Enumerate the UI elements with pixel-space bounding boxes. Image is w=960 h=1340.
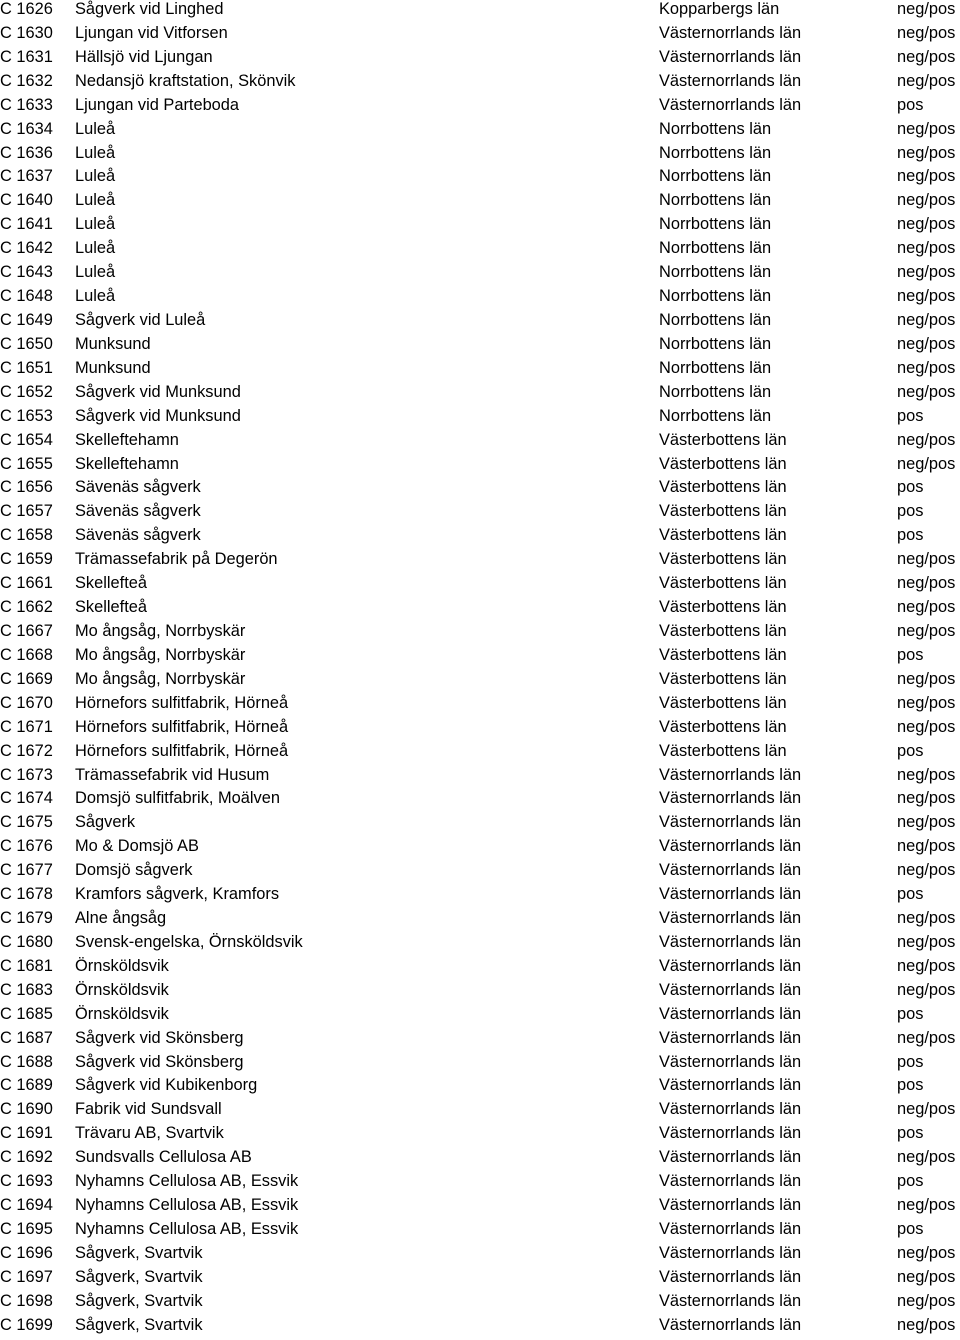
list-item	[0, 646, 960, 670]
place-name: Skellefteå	[75, 574, 147, 593]
material-type: neg/pos	[897, 47, 956, 66]
material-type: neg/pos	[897, 310, 956, 329]
place-name: Mo & Domsjö AB	[75, 837, 199, 856]
catalog-id: C 1681	[0, 956, 53, 975]
place-name: Ljungan vid Vitforsen	[75, 23, 228, 42]
list-item	[0, 1268, 960, 1292]
place-name: Sävenäs sågverk	[75, 502, 201, 521]
catalog-id: C 1692	[0, 1148, 53, 1167]
place-name: Skellefteå	[75, 598, 147, 617]
catalog-id: C 1698	[0, 1291, 53, 1310]
place-name: Sågverk, Svartvik	[75, 1267, 203, 1286]
material-type: neg/pos	[897, 574, 956, 593]
material-type: pos	[897, 526, 924, 545]
material-type: neg/pos	[897, 909, 956, 928]
catalog-id: C 1674	[0, 789, 53, 808]
place-name: Sundsvalls Cellulosa AB	[75, 1148, 252, 1167]
place-name: Nyhamns Cellulosa AB, Essvik	[75, 1220, 299, 1239]
place-name: Sågverk, Svartvik	[75, 1243, 203, 1262]
list-item	[0, 861, 960, 885]
county-name: Västernorrlands län	[659, 1172, 802, 1191]
place-name: Hörnefors sulfitfabrik, Hörneå	[75, 741, 289, 760]
county-name: Norrbottens län	[659, 167, 772, 186]
catalog-id: C 1669	[0, 669, 53, 688]
list-item	[0, 957, 960, 981]
county-name: Västernorrlands län	[659, 765, 802, 784]
list-item	[0, 670, 960, 694]
list-item	[0, 813, 960, 837]
material-type: neg/pos	[897, 861, 956, 880]
list-item	[0, 191, 960, 215]
list-item	[0, 766, 960, 790]
county-name: Västernorrlands län	[659, 1052, 802, 1071]
county-name: Västerbottens län	[659, 645, 787, 664]
place-name: Sågverk	[75, 813, 136, 832]
county-name: Västerbottens län	[659, 574, 787, 593]
place-name: Luleå	[75, 191, 116, 210]
material-type: neg/pos	[897, 1028, 956, 1047]
catalog-id: C 1672	[0, 741, 53, 760]
material-type: neg/pos	[897, 191, 956, 210]
catalog-id: C 1657	[0, 502, 53, 521]
material-type: neg/pos	[897, 717, 956, 736]
place-name: Luleå	[75, 167, 116, 186]
county-name: Västerbottens län	[659, 669, 787, 688]
county-name: Västernorrlands län	[659, 1315, 802, 1334]
catalog-id: C 1691	[0, 1124, 53, 1143]
list-item	[0, 144, 960, 168]
list-item	[0, 72, 960, 96]
county-name: Västernorrlands län	[659, 47, 802, 66]
material-type: neg/pos	[897, 23, 956, 42]
place-name: Skelleftehamn	[75, 430, 179, 449]
material-type: neg/pos	[897, 143, 956, 162]
place-name: Svensk-engelska, Örnsköldsvik	[75, 932, 303, 951]
catalog-id: C 1654	[0, 430, 53, 449]
material-type: neg/pos	[897, 1148, 956, 1167]
material-type: pos	[897, 1220, 924, 1239]
material-type: pos	[897, 1124, 924, 1143]
county-name: Västernorrlands län	[659, 1124, 802, 1143]
material-type: neg/pos	[897, 621, 956, 640]
list-item	[0, 694, 960, 718]
place-name: Nedansjö kraftstation, Skönvik	[75, 71, 296, 90]
catalog-id: C 1677	[0, 861, 53, 880]
catalog-id: C 1668	[0, 645, 53, 664]
place-name: Alne ångsåg	[75, 909, 167, 928]
catalog-id: C 1687	[0, 1028, 53, 1047]
catalog-id: C 1683	[0, 980, 53, 999]
material-type: neg/pos	[897, 430, 956, 449]
material-type: pos	[897, 95, 924, 114]
catalog-id: C 1690	[0, 1100, 53, 1119]
material-type: neg/pos	[897, 837, 956, 856]
place-name: Sågverk vid Luleå	[75, 310, 206, 329]
catalog-id: C 1652	[0, 382, 53, 401]
county-name: Norrbottens län	[659, 191, 772, 210]
catalog-id: C 1632	[0, 71, 53, 90]
county-name: Norrbottens län	[659, 358, 772, 377]
county-name: Västernorrlands län	[659, 23, 802, 42]
material-type: neg/pos	[897, 956, 956, 975]
list-item	[0, 622, 960, 646]
county-name: Norrbottens län	[659, 263, 772, 282]
county-name: Västernorrlands län	[659, 1220, 802, 1239]
list-item	[0, 407, 960, 431]
catalog-id: C 1658	[0, 526, 53, 545]
county-name: Västernorrlands län	[659, 980, 802, 999]
list-item	[0, 287, 960, 311]
catalog-id: C 1633	[0, 95, 53, 114]
county-name: Norrbottens län	[659, 287, 772, 306]
place-name: Sävenäs sågverk	[75, 526, 201, 545]
place-name: Nyhamns Cellulosa AB, Essvik	[75, 1196, 299, 1215]
list-item	[0, 885, 960, 909]
place-name: Sågverk vid Munksund	[75, 406, 241, 425]
place-name: Sågverk, Svartvik	[75, 1315, 203, 1334]
catalog-id: C 1642	[0, 239, 53, 258]
catalog-id: C 1637	[0, 167, 53, 186]
county-name: Västernorrlands län	[659, 1148, 802, 1167]
list-item	[0, 933, 960, 957]
county-name: Västerbottens län	[659, 550, 787, 569]
catalog-id: C 1685	[0, 1004, 53, 1023]
material-type: neg/pos	[897, 1100, 956, 1119]
county-name: Västernorrlands län	[659, 71, 802, 90]
list-item	[0, 263, 960, 287]
catalog-id: C 1678	[0, 885, 53, 904]
county-name: Västerbottens län	[659, 741, 787, 760]
place-name: Hörnefors sulfitfabrik, Hörneå	[75, 717, 289, 736]
catalog-id: C 1667	[0, 621, 53, 640]
catalog-id: C 1673	[0, 765, 53, 784]
place-name: Munksund	[75, 334, 151, 353]
place-name: Trävaru AB, Svartvik	[75, 1124, 224, 1143]
material-type: neg/pos	[897, 454, 956, 473]
place-name: Domsjö sulfitfabrik, Moälven	[75, 789, 280, 808]
county-name: Västerbottens län	[659, 598, 787, 617]
catalog-id: C 1649	[0, 310, 53, 329]
county-name: Västerbottens län	[659, 502, 787, 521]
place-name: Örnsköldsvik	[75, 956, 169, 975]
county-name: Västerbottens län	[659, 717, 787, 736]
catalog-id: C 1670	[0, 693, 53, 712]
county-name: Västernorrlands län	[659, 1291, 802, 1310]
list-item	[0, 837, 960, 861]
county-name: Norrbottens län	[659, 239, 772, 258]
county-name: Västernorrlands län	[659, 885, 802, 904]
catalog-id: C 1695	[0, 1220, 53, 1239]
material-type: neg/pos	[897, 765, 956, 784]
material-type: neg/pos	[897, 239, 956, 258]
list-item	[0, 1220, 960, 1244]
catalog-id: C 1675	[0, 813, 53, 832]
place-name: Hörnefors sulfitfabrik, Hörneå	[75, 693, 289, 712]
list-item	[0, 1196, 960, 1220]
county-name: Norrbottens län	[659, 382, 772, 401]
place-name: Luleå	[75, 215, 116, 234]
list-item	[0, 120, 960, 144]
material-type: neg/pos	[897, 932, 956, 951]
place-name: Sågverk vid Skönsberg	[75, 1052, 244, 1071]
material-type: neg/pos	[897, 287, 956, 306]
county-name: Norrbottens län	[659, 310, 772, 329]
list-item	[0, 48, 960, 72]
catalog-id: C 1689	[0, 1076, 53, 1095]
county-name: Västernorrlands län	[659, 909, 802, 928]
place-name: Örnsköldsvik	[75, 1004, 169, 1023]
place-name: Fabrik vid Sundsvall	[75, 1100, 222, 1119]
list-item	[0, 526, 960, 550]
list-item	[0, 1292, 960, 1316]
list-item	[0, 1148, 960, 1172]
list-item	[0, 502, 960, 526]
place-name: Nyhamns Cellulosa AB, Essvik	[75, 1172, 299, 1191]
county-name: Västernorrlands län	[659, 813, 802, 832]
county-name: Västernorrlands län	[659, 1004, 802, 1023]
county-name: Västernorrlands län	[659, 1028, 802, 1047]
list-item	[0, 24, 960, 48]
list-item	[0, 1053, 960, 1077]
list-item	[0, 239, 960, 263]
list-item	[0, 431, 960, 455]
list-item	[0, 1124, 960, 1148]
material-type: pos	[897, 1172, 924, 1191]
county-name: Norrbottens län	[659, 143, 772, 162]
material-type: neg/pos	[897, 1196, 956, 1215]
list-item	[0, 359, 960, 383]
place-name: Luleå	[75, 239, 116, 258]
catalog-id: C 1694	[0, 1196, 53, 1215]
catalog-id: C 1626	[0, 0, 53, 18]
material-type: neg/pos	[897, 358, 956, 377]
county-name: Västerbottens län	[659, 454, 787, 473]
list-item	[0, 455, 960, 479]
place-name: Sågverk vid Skönsberg	[75, 1028, 244, 1047]
place-name: Kramfors sågverk, Kramfors	[75, 885, 280, 904]
place-name: Skelleftehamn	[75, 454, 179, 473]
place-name: Hällsjö vid Ljungan	[75, 47, 213, 66]
place-name: Mo ångsåg, Norrbyskär	[75, 645, 246, 664]
list-item	[0, 1029, 960, 1053]
county-name: Västernorrlands län	[659, 861, 802, 880]
place-name: Mo ångsåg, Norrbyskär	[75, 621, 246, 640]
material-type: neg/pos	[897, 550, 956, 569]
list-item	[0, 742, 960, 766]
list-item	[0, 1005, 960, 1029]
material-type: neg/pos	[897, 669, 956, 688]
catalog-id: C 1699	[0, 1315, 53, 1334]
place-name: Luleå	[75, 287, 116, 306]
list-item	[0, 1172, 960, 1196]
catalog-id: C 1693	[0, 1172, 53, 1191]
catalog-id: C 1643	[0, 263, 53, 282]
list-item	[0, 1244, 960, 1268]
county-name: Norrbottens län	[659, 215, 772, 234]
place-name: Trämassefabrik vid Husum	[75, 765, 270, 784]
material-type: neg/pos	[897, 693, 956, 712]
material-type: neg/pos	[897, 334, 956, 353]
material-type: pos	[897, 478, 924, 497]
material-type: neg/pos	[897, 0, 956, 18]
catalog-id: C 1641	[0, 215, 53, 234]
list-item	[0, 335, 960, 359]
place-name: Sågverk, Svartvik	[75, 1291, 203, 1310]
material-type: neg/pos	[897, 789, 956, 808]
place-name: Ljungan vid Parteboda	[75, 95, 240, 114]
place-name: Munksund	[75, 358, 151, 377]
catalog-id: C 1653	[0, 406, 53, 425]
material-type: pos	[897, 1076, 924, 1095]
list-item	[0, 478, 960, 502]
list-item	[0, 718, 960, 742]
place-name: Örnsköldsvik	[75, 980, 169, 999]
place-name: Luleå	[75, 119, 116, 138]
material-type: pos	[897, 1004, 924, 1023]
material-type: neg/pos	[897, 1291, 956, 1310]
county-name: Västernorrlands län	[659, 1267, 802, 1286]
catalog-id: C 1631	[0, 47, 53, 66]
material-type: pos	[897, 741, 924, 760]
catalog-id: C 1688	[0, 1052, 53, 1071]
county-name: Västernorrlands län	[659, 95, 802, 114]
material-type: neg/pos	[897, 215, 956, 234]
county-name: Västernorrlands län	[659, 932, 802, 951]
list-item	[0, 383, 960, 407]
list-item	[0, 550, 960, 574]
catalog-id: C 1655	[0, 454, 53, 473]
material-type: neg/pos	[897, 598, 956, 617]
material-type: neg/pos	[897, 119, 956, 138]
catalog-id: C 1697	[0, 1267, 53, 1286]
material-type: pos	[897, 406, 924, 425]
catalog-id: C 1661	[0, 574, 53, 593]
list-item	[0, 574, 960, 598]
catalog-id: C 1659	[0, 550, 53, 569]
catalog-id: C 1651	[0, 358, 53, 377]
catalog-id: C 1636	[0, 143, 53, 162]
county-name: Norrbottens län	[659, 406, 772, 425]
catalog-id: C 1679	[0, 909, 53, 928]
catalog-id: C 1680	[0, 932, 53, 951]
list-item	[0, 215, 960, 239]
material-type: neg/pos	[897, 1315, 956, 1334]
catalog-id: C 1648	[0, 287, 53, 306]
place-name: Mo ångsåg, Norrbyskär	[75, 669, 246, 688]
catalog-id: C 1640	[0, 191, 53, 210]
county-name: Västerbottens län	[659, 526, 787, 545]
place-name: Luleå	[75, 143, 116, 162]
county-name: Västernorrlands län	[659, 1076, 802, 1095]
list-item	[0, 0, 960, 24]
material-type: neg/pos	[897, 980, 956, 999]
county-name: Västerbottens län	[659, 430, 787, 449]
material-type: pos	[897, 645, 924, 664]
material-type: neg/pos	[897, 167, 956, 186]
place-name: Sågverk vid Linghed	[75, 0, 224, 18]
list-item	[0, 789, 960, 813]
catalog-id: C 1634	[0, 119, 53, 138]
material-type: neg/pos	[897, 71, 956, 90]
county-name: Västerbottens län	[659, 621, 787, 640]
county-name: Västernorrlands län	[659, 1196, 802, 1215]
list-item	[0, 167, 960, 191]
county-name: Västernorrlands län	[659, 837, 802, 856]
place-name: Domsjö sågverk	[75, 861, 193, 880]
county-name: Västernorrlands län	[659, 1243, 802, 1262]
place-name: Luleå	[75, 263, 116, 282]
place-name: Sävenäs sågverk	[75, 478, 201, 497]
county-name: Västernorrlands län	[659, 956, 802, 975]
county-name: Västernorrlands län	[659, 789, 802, 808]
material-type: neg/pos	[897, 382, 956, 401]
county-name: Västernorrlands län	[659, 1100, 802, 1119]
catalog-id: C 1696	[0, 1243, 53, 1262]
catalog-id: C 1630	[0, 23, 53, 42]
catalog-id: C 1671	[0, 717, 53, 736]
catalog-id: C 1662	[0, 598, 53, 617]
material-type: neg/pos	[897, 813, 956, 832]
county-name: Västerbottens län	[659, 693, 787, 712]
material-type: neg/pos	[897, 1267, 956, 1286]
catalog-id: C 1656	[0, 478, 53, 497]
place-name: Sågverk vid Kubikenborg	[75, 1076, 258, 1095]
material-type: pos	[897, 885, 924, 904]
county-name: Norrbottens län	[659, 334, 772, 353]
county-name: Västerbottens län	[659, 478, 787, 497]
list-item	[0, 909, 960, 933]
list-item	[0, 1100, 960, 1124]
place-name: Trämassefabrik på Degerön	[75, 550, 278, 569]
material-type: neg/pos	[897, 263, 956, 282]
list-item	[0, 96, 960, 120]
county-name: Norrbottens län	[659, 119, 772, 138]
catalog-id: C 1676	[0, 837, 53, 856]
list-item	[0, 311, 960, 335]
list-item	[0, 1076, 960, 1100]
list-item	[0, 981, 960, 1005]
material-type: neg/pos	[897, 1243, 956, 1262]
place-name: Sågverk vid Munksund	[75, 382, 241, 401]
list-item	[0, 1316, 960, 1340]
material-type: pos	[897, 502, 924, 521]
county-name: Kopparbergs län	[659, 0, 780, 18]
material-type: pos	[897, 1052, 924, 1071]
catalog-id: C 1650	[0, 334, 53, 353]
list-item	[0, 598, 960, 622]
